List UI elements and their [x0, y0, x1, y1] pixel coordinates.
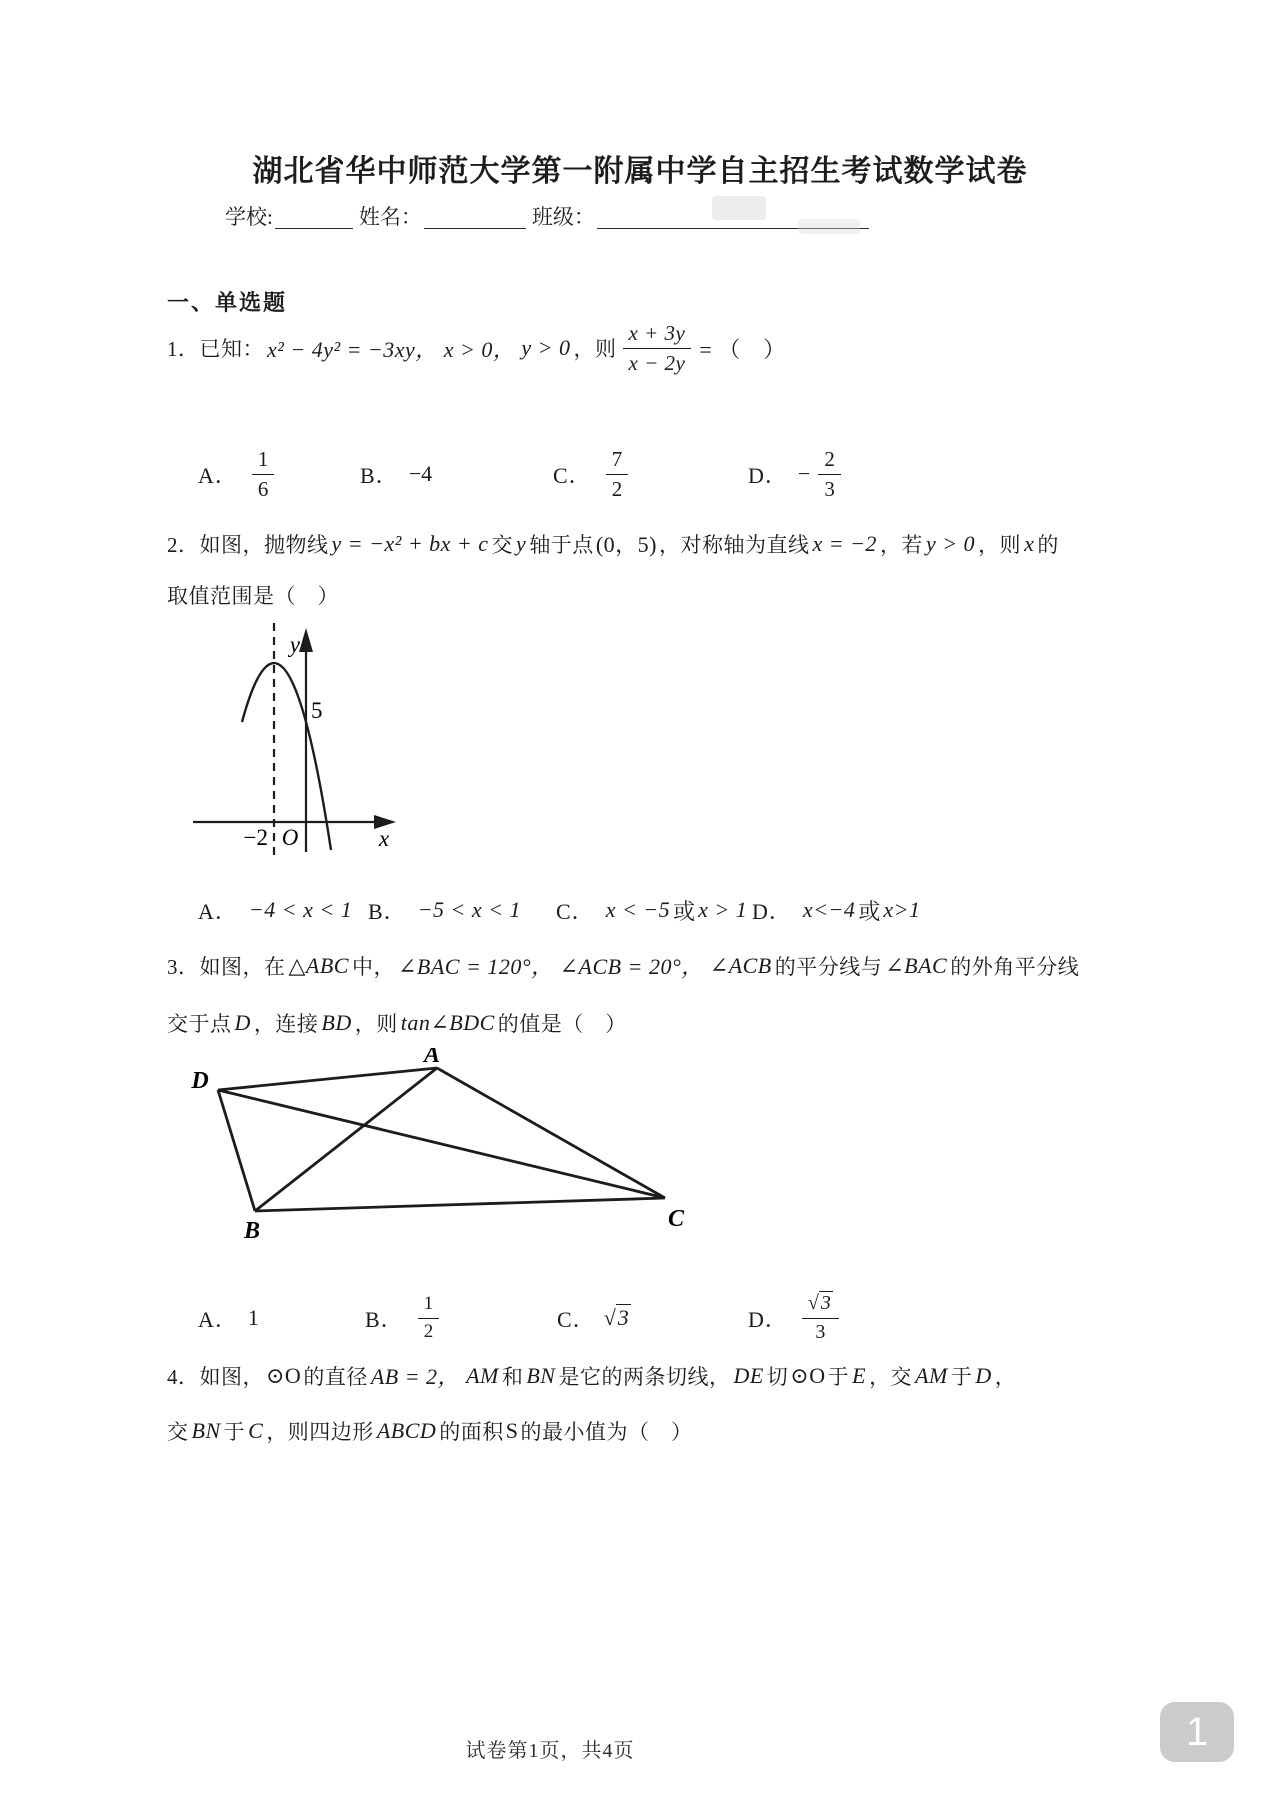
option-frac-num: 1: [418, 1293, 440, 1318]
option-frac-num: 2: [818, 447, 841, 475]
question-1-options: [0, 436, 1280, 512]
q2-intercept-point: (0，5): [595, 532, 657, 557]
q2-text: 2．如图，抛物线: [167, 532, 329, 557]
q3-option-d: [748, 1278, 845, 1358]
question-3-options: [0, 1278, 1280, 1354]
q3-text: 中，: [351, 954, 395, 979]
q4-area-s: S: [505, 1418, 519, 1443]
segment-ab: [255, 1068, 437, 1211]
q2-text: 的: [1037, 532, 1059, 557]
page-number-badge[interactable]: [1160, 1702, 1234, 1762]
option-value: −4: [408, 461, 433, 486]
y-intercept-label: 5: [311, 698, 323, 723]
q2-parabola-equation: y = −x² + bx + c: [331, 530, 489, 556]
vertex-d-label: D: [191, 1068, 209, 1094]
vertex-b-label: B: [243, 1218, 261, 1244]
q3-option-b: [365, 1278, 445, 1358]
q4-bn2: BN: [191, 1418, 221, 1443]
q4-text: 的最小值为（ ）: [520, 1420, 693, 1444]
segment-ac: [437, 1068, 665, 1198]
option-value: x < −5: [605, 897, 671, 922]
q4-am2: AM: [915, 1362, 948, 1388]
q2-text: 轴于点: [529, 532, 594, 557]
q1-condition-x: x > 0，: [443, 336, 516, 362]
option-label: A．: [198, 1306, 238, 1332]
q1-fraction-numerator: x + 3y: [623, 321, 692, 349]
school-blank-line: [275, 202, 353, 229]
q3-text: ，连接: [253, 1012, 319, 1036]
q2-text: 交: [491, 532, 514, 557]
option-label: D．: [748, 462, 788, 488]
radicand: 3: [617, 1305, 629, 1330]
q4-circle-o2: ⊙O: [790, 1362, 826, 1388]
q4-d: D: [975, 1362, 992, 1388]
q1-option-d: [748, 436, 847, 512]
option-frac-den: 2: [423, 1320, 434, 1342]
option-value: −4 < x < 1: [248, 897, 353, 922]
q3-text: 交于点: [167, 1012, 232, 1036]
q2-x-var: x: [1024, 530, 1035, 556]
option-frac-num: [802, 1292, 839, 1319]
section-heading: 一、单选题: [167, 290, 288, 315]
q4-circle-o: ⊙O: [266, 1362, 302, 1388]
q4-de: DE: [733, 1362, 764, 1388]
q4-text: 交: [167, 1420, 189, 1444]
q4-diameter: AB = 2，: [370, 1364, 461, 1389]
q1-option-c: [553, 436, 634, 512]
q4-am: AM: [466, 1362, 499, 1388]
option-frac-num: 1: [252, 447, 275, 475]
q4-text: 切: [766, 1364, 789, 1389]
question-2-stem-line1: [167, 528, 1059, 559]
option-label: A．: [198, 898, 238, 924]
q2-text: ，则: [978, 532, 1022, 557]
question-4-stem-line1: [167, 1360, 1016, 1391]
question-3-stem-line1: [167, 950, 1079, 981]
symmetry-x-label: −2: [243, 825, 268, 850]
option-value: −5 < x < 1: [417, 897, 521, 922]
q1-option-a: [198, 436, 280, 512]
segment-db: [218, 1090, 255, 1211]
q4-text: ，则四边形: [266, 1420, 374, 1444]
segment-da: [218, 1068, 437, 1090]
option-sqrt: [808, 1291, 833, 1314]
option-label: D．: [752, 898, 792, 924]
option-or-text: 或: [858, 898, 881, 924]
q4-text: 的直径: [303, 1364, 368, 1389]
option-minus-sign: −: [797, 461, 811, 486]
radical-sign: √: [807, 1291, 819, 1314]
q3-segment-bd: BD: [321, 1010, 352, 1035]
y-axis-label: y: [289, 632, 300, 657]
q1-lead: 1．已知：: [167, 337, 264, 361]
vertex-c-label: C: [668, 1206, 685, 1232]
q3-angle-bac: ∠BAC = 120°，: [397, 954, 554, 979]
q4-text: ，交: [869, 1364, 913, 1389]
question-2-options: [0, 893, 1280, 927]
q4-text: 4．如图，: [167, 1364, 264, 1389]
question-4-stem-line2: [167, 1416, 693, 1446]
q3-triangle: △ABC: [288, 952, 349, 978]
q3-text: 的外角平分线: [950, 954, 1080, 979]
q1-option-b: [360, 436, 434, 512]
option-frac-num: 7: [606, 447, 629, 475]
option-frac-den: 6: [257, 476, 269, 501]
q2-symmetry-axis: x = −2: [812, 530, 877, 556]
q1-fraction: [623, 321, 692, 376]
q3-option-a: [198, 1278, 261, 1358]
q2-option-a: [198, 893, 355, 927]
segment-bc: [255, 1198, 665, 1211]
q2-text: 取值范围是（ ）: [167, 584, 339, 608]
option-frac-den: 3: [815, 1320, 826, 1343]
student-info-line: [225, 201, 875, 231]
page-title: 湖北省华中师范大学第一附属中学自主招生考试数学试卷: [252, 155, 1028, 188]
q2-option-b: [368, 893, 524, 927]
q2-condition: y > 0: [925, 530, 976, 556]
q4-text: 于: [223, 1420, 246, 1444]
name-label: 姓名：: [358, 205, 422, 229]
option-value: 1: [247, 1305, 259, 1330]
question-3-stem-line2: [167, 1008, 627, 1038]
question-1-stem: [167, 312, 788, 384]
option-label: C．: [557, 1306, 596, 1332]
q3-angle-bac2: ∠BAC: [885, 952, 948, 978]
radical-sign: √: [603, 1305, 616, 1330]
q1-equation: x² − 4y² = −3xy，: [267, 336, 438, 362]
option-frac-den: 2: [611, 476, 623, 501]
option-or-text: 或: [673, 898, 696, 924]
q4-text: ，: [994, 1364, 1017, 1389]
q1-answer-blank: = （ ）: [699, 336, 786, 362]
parabola-figure: [160, 600, 410, 865]
page-number: 1: [1185, 1709, 1209, 1754]
watermark-smudge: [798, 219, 860, 234]
option-label: A．: [198, 462, 238, 488]
y-axis-arrowhead: [299, 628, 313, 652]
q4-text: 的面积: [439, 1420, 504, 1444]
q2-text: ，若: [879, 532, 923, 557]
q4-text: 于: [950, 1364, 973, 1389]
q2-y-var: y: [516, 530, 527, 556]
segment-dc: [218, 1090, 665, 1198]
q4-abcd: ABCD: [376, 1418, 437, 1443]
q4-text: 是它的两条切线，: [558, 1364, 731, 1389]
option-label: C．: [553, 462, 592, 488]
option-label: B．: [368, 898, 407, 924]
option-value: x>1: [883, 897, 921, 922]
q3-text: ，则: [354, 1012, 398, 1036]
watermark-smudge: [712, 196, 766, 220]
option-value: x<−4: [802, 897, 856, 922]
vertex-a-label: A: [423, 1048, 441, 1068]
option-label: B．: [360, 462, 399, 488]
q4-text: 于: [827, 1364, 850, 1389]
q4-c: C: [248, 1418, 264, 1443]
q1-then: ，则: [573, 337, 617, 361]
q4-text: 和: [501, 1364, 524, 1389]
q2-option-c: [556, 893, 750, 927]
q4-e: E: [852, 1362, 867, 1388]
q3-option-c: [557, 1278, 631, 1358]
q2-text: ，对称轴为直线: [658, 532, 810, 557]
origin-label: O: [281, 825, 299, 850]
page-footer: 试卷第1页，共4页: [465, 1740, 635, 1762]
q3-point-d: D: [234, 1010, 251, 1035]
name-blank-line: [424, 202, 526, 229]
triangle-figure: [180, 1048, 700, 1248]
option-label: C．: [556, 898, 595, 924]
q3-text: 的值是（ ）: [497, 1012, 627, 1036]
q2-option-d: [752, 893, 924, 927]
q1-condition-y: y > 0: [521, 335, 571, 360]
q3-angle-acb2: ∠ACB: [709, 952, 772, 978]
q3-tan-bdc: tan∠BDC: [400, 1010, 495, 1035]
q3-angle-acb: ∠ACB = 20°，: [559, 954, 704, 979]
option-label: D．: [748, 1306, 788, 1332]
q1-fraction-denominator: x − 2y: [628, 350, 686, 375]
radicand: 3: [820, 1291, 831, 1314]
q4-bn: BN: [526, 1362, 556, 1388]
option-label: B．: [365, 1306, 404, 1332]
class-label: 班级：: [531, 205, 595, 229]
school-label: 学校:: [225, 205, 273, 229]
x-axis-label: x: [378, 826, 390, 851]
q3-text: 3．如图，在: [167, 954, 286, 979]
option-value: x > 1: [698, 897, 748, 922]
option-frac-den: 3: [824, 476, 835, 501]
q3-text: 的平分线与: [774, 954, 883, 979]
option-sqrt: [604, 1305, 631, 1331]
